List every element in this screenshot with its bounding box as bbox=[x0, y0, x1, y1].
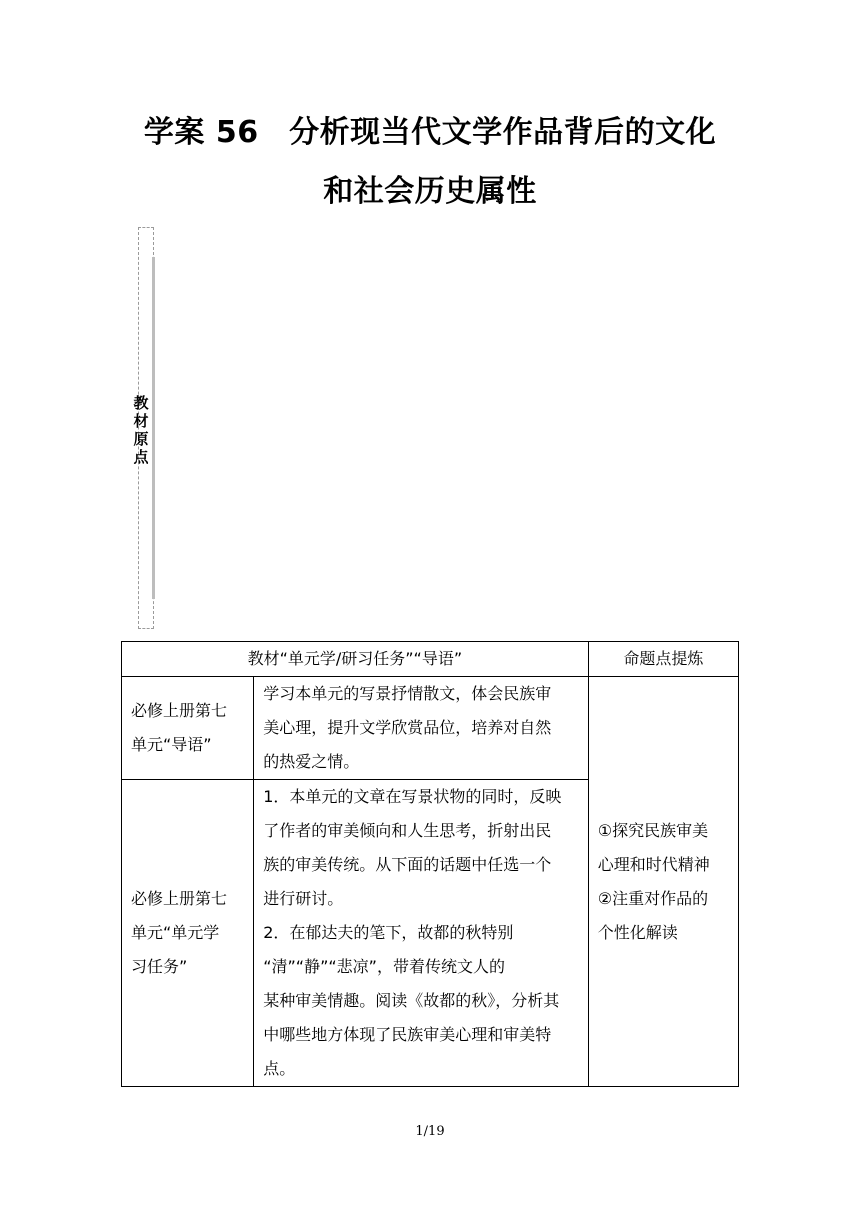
table-header-row bbox=[122, 642, 739, 677]
document-title-line-2: 和社会历史属性 bbox=[323, 174, 537, 209]
row-content-intro: 学习本单元的写景抒情散文，体会民族审 美心理，提升文学欣赏品位，培养对自然 的热爱之情。 bbox=[254, 677, 589, 780]
side-label-char: 材 bbox=[133, 412, 149, 430]
row-label-intro: 必修上册第七 单元“导语” bbox=[122, 677, 254, 780]
header-key-points: 命题点提炼 bbox=[588, 642, 738, 677]
key-points-cell: ①探究民族审美 心理和时代精神 ②注重对作品的 个性化解读 bbox=[588, 677, 738, 1087]
side-label-char: 原 bbox=[133, 430, 149, 448]
side-label-char: 教 bbox=[133, 394, 149, 412]
table-row bbox=[122, 677, 739, 780]
row-label-unit-task: 必修上册第七 单元“单元学 习任务” bbox=[122, 780, 254, 1087]
header-textbook-task: 教材“单元学/研习任务”“导语” bbox=[122, 642, 589, 677]
textbook-table bbox=[121, 641, 739, 1087]
page-number: 1/19 bbox=[415, 1124, 445, 1139]
side-vertical-rule bbox=[152, 257, 155, 599]
document-title-line-1: 学案 56 分析现当代文学作品背后的文化 bbox=[143, 115, 717, 150]
side-label-char: 点 bbox=[133, 448, 149, 466]
side-label bbox=[130, 394, 152, 466]
row-content-unit-task: 1．本单元的文章在写景状物的同时，反映 了作者的审美倾向和人生思考，折射出民 族的审美传统。从下面的话题中任选一个 进行研讨。 2．在郁达夫的笔下，故都的秋特别 “清”“静”“悲凉”，带着传统文人的 某种审美情趣。阅读《故都的秋》，分析其 中哪些地方体现了民族审美心理和审美特 点。 bbox=[254, 780, 589, 1087]
